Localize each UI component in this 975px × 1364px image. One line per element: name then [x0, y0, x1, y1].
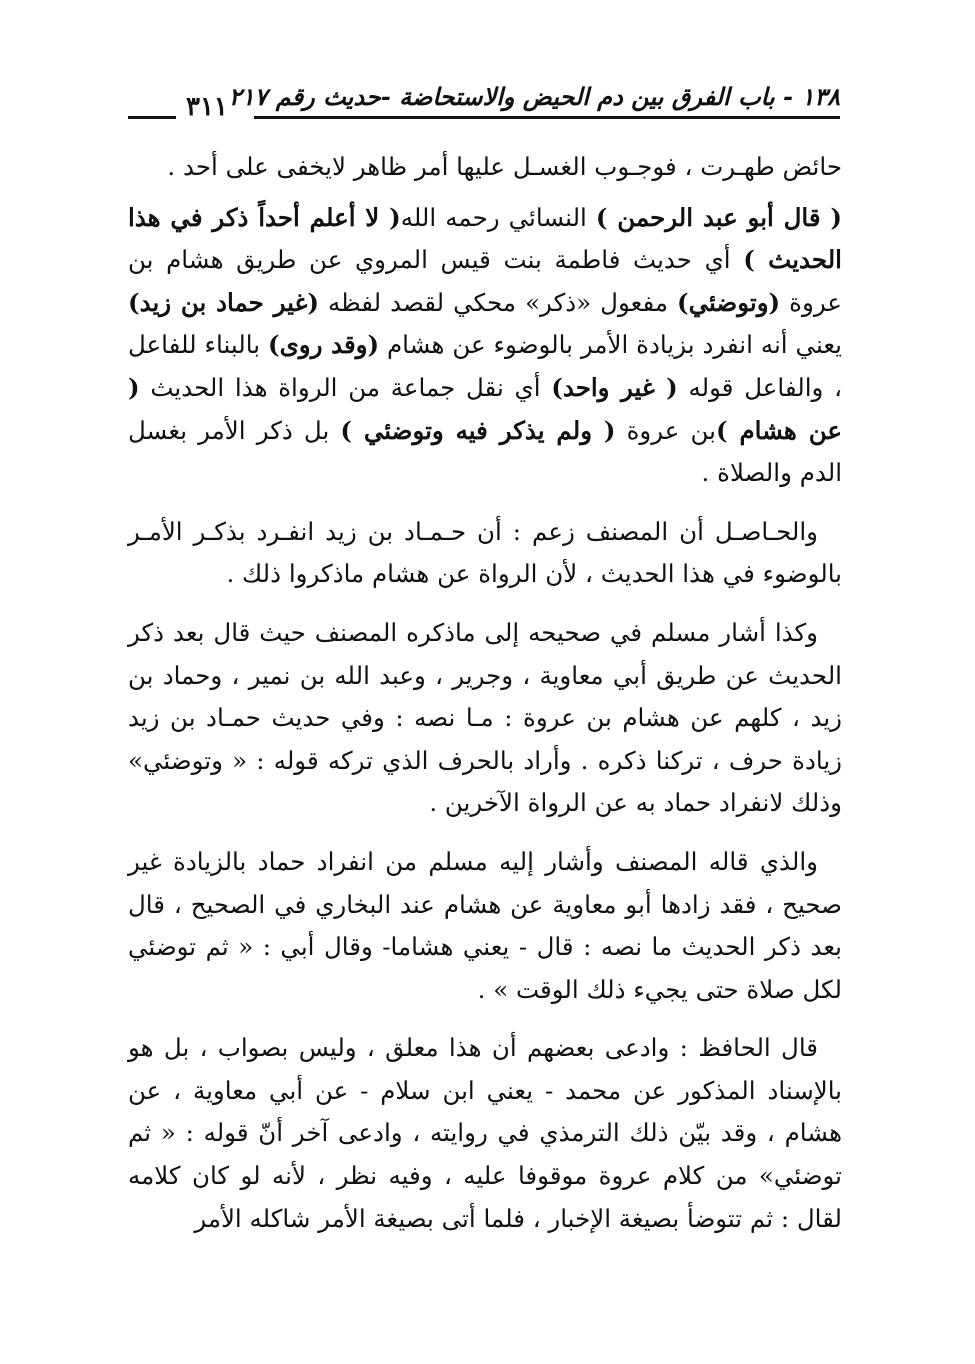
paragraph [128, 511, 842, 596]
bold-quote: ( ولم يذكر فيه وتوضئي ) [340, 415, 616, 445]
bold-quote: ( قال أبو عبد الرحمن ) [595, 202, 843, 232]
header-rule [254, 116, 840, 119]
page-number: ٣١١ [186, 92, 228, 122]
bold-quote: (وتوضئي) [677, 287, 781, 317]
page-header [128, 78, 840, 138]
text-run: والذي قاله المصنف وأشار إليه مسلم من انفراد حماد بالزيادة غير صحيح ، فقد زادها أبو معاوية عن هشام عند البخاري في الصحيح ، قال بعد ذكر الحديث ما نصه : قال - يعني هشاما- وقال أبي : « ثم توضئي لكل صلاة حتى يجيء ذلك الوقت » . [128, 846, 842, 1004]
text-run: بل ذكر الأمر بغسل الدم والصلاة . [128, 415, 842, 488]
paragraph [128, 197, 842, 495]
paragraph [128, 1027, 842, 1240]
text-run: النسائي رحمه الله [400, 202, 596, 232]
bold-quote: (غير حماد بن زيد) [128, 287, 319, 317]
body-text [128, 146, 842, 1256]
text-run: وكذا أشار مسلم في صحيحه إلى ماذكره المصنف حيث قال بعد ذكر الحديث عن طريق أبي معاوية ، وجرير ، وعبد الله بن نمير ، وحماد بن زيد ، كلهم عن هشام بن عروة : مـا نصه : وفي حديث حمـاد بن زيد زيادة حرف ، تركنا ذكره . وأراد بالحرف الذي تركه قوله : « وتوضئي» وذلك لانفراد حماد به عن الرواة الآخرين . [128, 617, 842, 818]
running-title: ١٣٨ - باب الفرق بين دم الحيض والاستحاضة -حديث رقم ٢١٧ [228, 82, 840, 111]
bold-quote: ( لا أعلم أحداً ذكر في هذا الحديث ) [128, 202, 842, 275]
header-rule-left [128, 116, 176, 119]
paragraph [128, 841, 842, 1011]
bold-quote: ( عن هشام ) [128, 372, 842, 445]
text-run: أي حديث فاطمة بنت قيس المروي عن طريق هشام بن عروة [128, 245, 842, 317]
text-run: أي نقل جماعة من الرواة هذا الحديث [139, 372, 552, 402]
bold-quote: (وقد روى) [267, 330, 380, 360]
text-run: يعني أنه انفرد بزيادة الأمر بالوضوء عن هشام [379, 330, 842, 360]
text-run: بالبناء للفاعل ، والفاعل قوله [128, 330, 842, 402]
text-run: والحـاصـل أن المصنف زعم : أن حـمـاد بن زيد انفـرد بذكـر الأمـر بالوضوء في هذا الحديث ، لأن الرواة عن هشام ماذكروا ذلك . [128, 516, 842, 589]
text-run: بن عروة [615, 415, 716, 445]
text-run: قال الحافظ : وادعى بعضهم أن هذا معلق ، وليس بصواب ، بل هو بالإسناد المذكور عن محمد - يعني ابن سلام - عن أبي معاوية ، عن هشام ، وقد بيّن ذلك الترمذي في روايته ، وادعى آخر أنّ قوله : « ثم توضئي» من كلام عروة موقوفا عليه ، وفيه نظر ، لأنه لو كان كلامه لقال : ثم تتوضأ بصيغة الإخبار ، فلما أتى بصيغة الأمر شاكله الأمر [128, 1033, 842, 1233]
bold-quote: ( غير واحد) [551, 372, 678, 402]
text-run: حائض طهـرت ، فوجـوب الغسـل عليها أمر ظاهر لايخفى على أحد . [167, 152, 842, 181]
paragraph [128, 146, 842, 189]
paragraph [128, 612, 842, 825]
text-run: مفعول «ذكر» محكي لقصد لفظه [318, 287, 678, 317]
